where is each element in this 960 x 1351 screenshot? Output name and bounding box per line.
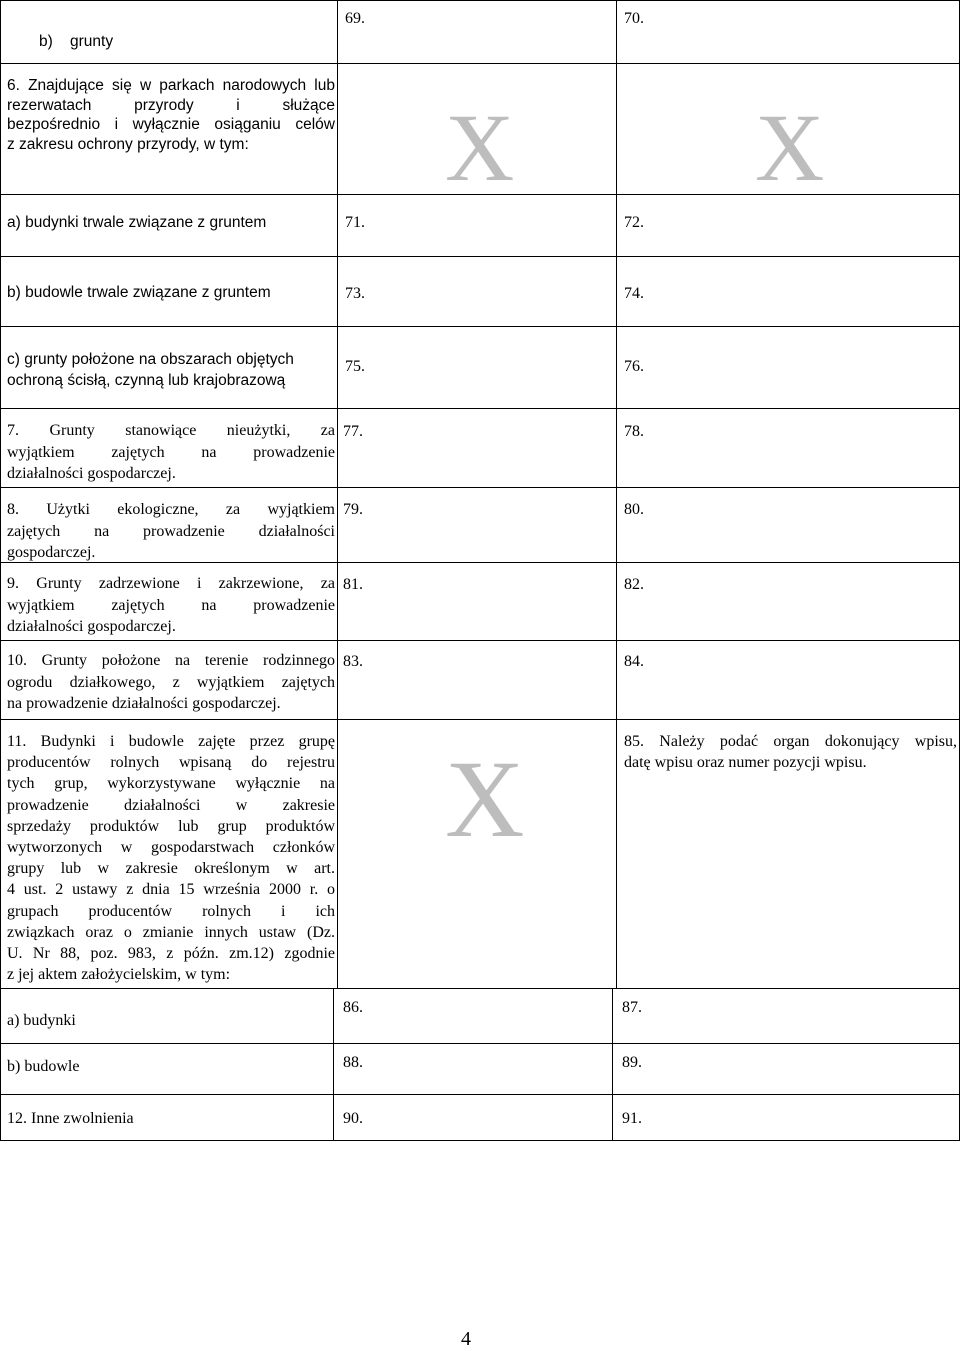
text-line: wytworzonych w gospodarstwach członków	[7, 839, 335, 857]
row-11-description	[7, 731, 335, 985]
row-divider	[0, 719, 960, 720]
row-8-field-number: 80.	[624, 501, 644, 518]
text-line: 10. Grunty położone na terenie rodzinnego	[7, 652, 335, 669]
crossed-out-mark: X	[445, 738, 525, 860]
row-divider	[0, 63, 960, 64]
row-11-field-note	[624, 731, 957, 773]
row-divider	[0, 256, 960, 257]
text-line: gospodarczej.	[7, 544, 96, 561]
table-border-left	[0, 0, 1, 1141]
row-budowle-field-number: 74.	[624, 285, 644, 302]
row-budynki-field-number: 71.	[345, 214, 365, 231]
text-line: prowadzenie działalności w zakresie	[7, 796, 335, 814]
row-budowle-field-number: 73.	[345, 285, 365, 302]
text-line: ogrodu działkowego, z wyjątkiem zajętych	[7, 673, 335, 691]
row-8-description	[7, 499, 335, 564]
table-border-top	[0, 0, 960, 1]
text-line: grupach producentów rolnych i ich	[7, 902, 335, 920]
text-line: z jej aktem założycielskim, w tym:	[7, 966, 231, 984]
column-divider	[616, 0, 617, 988]
text-line: związkach oraz o zmianie innych ustaw (Dz.	[7, 923, 335, 941]
row-6b-field-number: 69.	[345, 10, 365, 27]
text-line: z zakresu ochrony przyrody, w tym:	[7, 135, 249, 153]
crossed-out-mark: X	[755, 94, 825, 201]
text-line: bezpośrednio i wyłącznie osiąganiu celów	[7, 116, 335, 133]
row-11a-field-number: 86.	[343, 999, 363, 1016]
row-7-field-number: 78.	[624, 423, 644, 440]
row-budynki-field-number: 72.	[624, 214, 644, 231]
row-6b-description: b) grunty	[39, 33, 114, 50]
text-line: rezerwatach przyrody i służące	[7, 96, 335, 114]
row-12-description: 12. Inne zwolnienia	[7, 1110, 134, 1127]
table-border-bottom	[0, 1140, 960, 1141]
text-line: 85. Należy podać organ dokonujący wpisu,	[624, 733, 957, 750]
text-line: c) grunty położone na obszarach objętych	[7, 351, 294, 368]
text-line: 4 ust. 2 ustawy z dnia 15 września 2000 r. o	[7, 881, 335, 899]
row-10-field-number: 83.	[343, 653, 363, 670]
row-budynki-description: a) budynki trwale związane z gruntem	[7, 214, 267, 231]
row-12-field-number: 91.	[622, 1110, 642, 1127]
text-line: wyjątkiem zajętych na prowadzenie	[7, 596, 335, 614]
row-divider	[0, 640, 960, 641]
row-11b-field-number: 88.	[343, 1054, 363, 1071]
text-line: tych grup, wykorzystywane wyłącznie na	[7, 775, 335, 793]
page-number: 4	[461, 1328, 471, 1350]
row-6b-field-number: 70.	[624, 10, 644, 27]
row-divider	[0, 326, 960, 327]
row-budowle-description: b) budowle trwale związane z gruntem	[7, 284, 271, 301]
row-6c-field-number: 76.	[624, 358, 644, 375]
text-line: 6. Znajdujące się w parkach narodowych lub	[7, 77, 335, 94]
text-line: 8. Użytki ekologiczne, za wyjątkiem	[7, 501, 335, 518]
text-line: 11. Budynki i budowle zajęte przez grupę	[7, 733, 335, 750]
text-line: działalności gospodarczej.	[7, 465, 176, 482]
row-12-field-number: 90.	[343, 1110, 363, 1127]
text-line: wyjątkiem zajętych na prowadzenie	[7, 443, 335, 461]
text-line: 7. Grunty stanowiące nieużytki, za	[7, 422, 335, 439]
row-7-description	[7, 420, 335, 485]
row-divider	[0, 1043, 960, 1044]
row-6-description	[7, 76, 335, 154]
row-divider	[0, 1094, 960, 1095]
row-divider	[0, 988, 960, 989]
row-11a-description: a) budynki	[7, 1012, 76, 1029]
row-11b-field-number: 89.	[622, 1054, 642, 1071]
crossed-out-mark: X	[445, 94, 515, 201]
row-7-field-number: 77.	[343, 423, 363, 440]
row-10-field-number: 84.	[624, 653, 644, 670]
text-line: zajętych na prowadzenie działalności	[7, 522, 335, 540]
row-8-field-number: 79.	[343, 501, 363, 518]
row-9-field-number: 81.	[343, 576, 363, 593]
column-divider	[612, 988, 613, 1140]
row-6c-description	[7, 349, 294, 391]
row-11b-description: b) budowle	[7, 1058, 80, 1075]
text-line: 9. Grunty zadrzewione i zakrzewione, za	[7, 575, 335, 592]
row-9-field-number: 82.	[624, 576, 644, 593]
text-line: na prowadzenie działalności gospodarczej.	[7, 695, 281, 712]
text-line: grupy lub w zakresie określonym w art.	[7, 860, 335, 878]
row-divider	[0, 408, 960, 409]
row-divider	[0, 487, 960, 488]
column-divider	[337, 0, 338, 988]
row-11a-field-number: 87.	[622, 999, 642, 1016]
text-line: ochroną ścisłą, czynną lub krajobrazową	[7, 372, 286, 389]
text-line: działalności gospodarczej.	[7, 618, 176, 635]
column-divider	[333, 988, 334, 1140]
text-line: sprzedaży produktów lub grup produktów	[7, 817, 335, 835]
row-6c-field-number: 75.	[345, 358, 365, 375]
text-line: producentów rolnych wpisaną do rejestru	[7, 754, 335, 772]
row-9-description	[7, 573, 335, 638]
text-line: U. Nr 88, poz. 983, z późn. zm.12) zgodnie	[7, 945, 335, 963]
row-10-description	[7, 650, 335, 715]
text-line: datę wpisu oraz numer pozycji wpisu.	[624, 754, 867, 772]
